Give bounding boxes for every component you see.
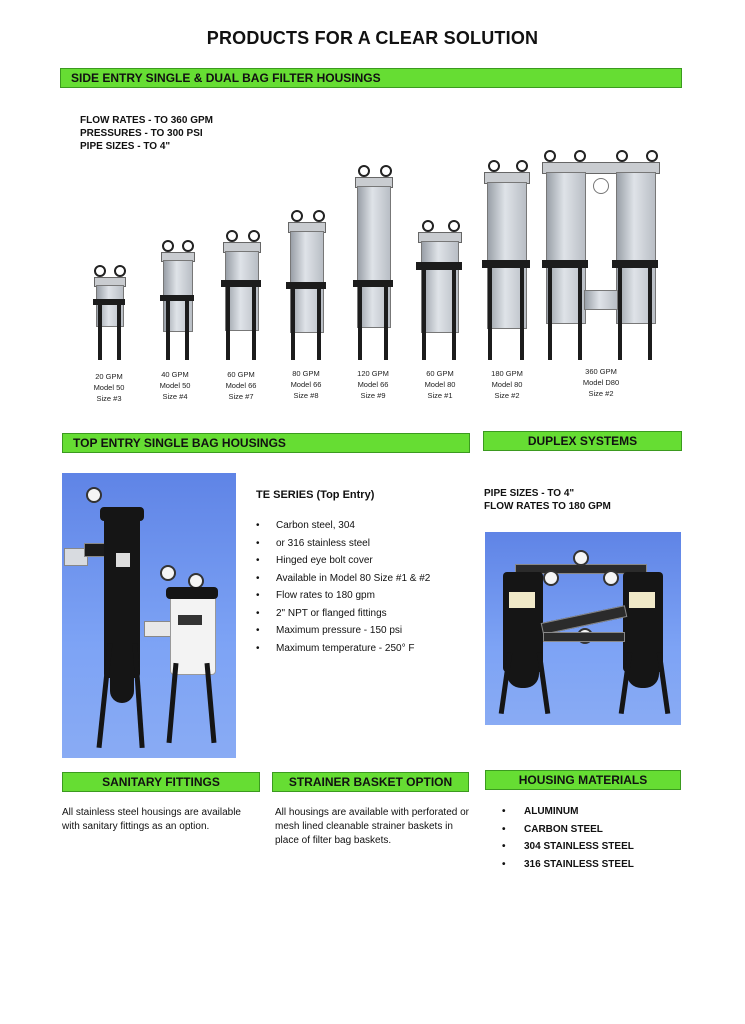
page-title: PRODUCTS FOR A CLEAR SOLUTION [206, 28, 539, 48]
feature-item: • Hinged eye bolt cover [254, 552, 430, 570]
duplex-spec-pipe: PIPE SIZES - TO 4" [484, 488, 575, 499]
model-caption-4: 80 GPM Model 66 Size #8 [290, 369, 322, 400]
model-caption-1: 20 GPM Model 50 Size #3 [93, 372, 125, 403]
side-entry-specs [80, 114, 213, 153]
strainer-header: STRAINER BASKET OPTION [272, 772, 469, 792]
te-series-title: TE SERIES (Top Entry) [256, 489, 375, 501]
material-item: • ALUMINUM [500, 803, 634, 821]
side-entry-header: SIDE ENTRY SINGLE & DUAL BAG FILTER HOUSINGS [60, 68, 682, 88]
feature-item: • Available in Model 80 Size #1 & #2 [254, 570, 430, 588]
duplex-spec-flow: FLOW RATES TO 180 GPM [484, 501, 611, 512]
material-item: • CARBON STEEL [500, 821, 634, 839]
model-caption-8: 360 GPM Model D80 Size #2 [582, 367, 620, 398]
housing-image-7 [482, 160, 532, 360]
housing-image-1 [90, 265, 130, 360]
feature-item: • Carbon steel, 304 [254, 517, 430, 535]
housing-image-4 [285, 210, 329, 360]
materials-header: HOUSING MATERIALS [485, 770, 681, 790]
feature-item: • Flow rates to 180 gpm [254, 587, 430, 605]
te-features-list [254, 517, 430, 657]
spec-pressures: PRESSURES - TO 300 PSI [80, 128, 203, 139]
sanitary-header: SANITARY FITTINGS [62, 772, 260, 792]
top-entry-header: TOP ENTRY SINGLE BAG HOUSINGS [62, 433, 470, 453]
model-caption-7: 180 GPM Model 80 Size #2 [491, 369, 523, 400]
materials-list [500, 803, 634, 873]
material-item: • 304 STAINLESS STEEL [500, 838, 634, 856]
housing-image-8 [542, 150, 660, 360]
strainer-text: All housings are available with perforated or mesh lined cleanable strainer baskets in place of filter bag baskets. [275, 807, 469, 846]
model-caption-2: 40 GPM Model 50 Size #4 [159, 370, 191, 401]
housing-image-3 [220, 230, 264, 360]
housing-image-6 [416, 220, 464, 360]
model-caption-5: 120 GPM Model 66 Size #9 [357, 369, 389, 400]
model-caption-6: 60 GPM Model 80 Size #1 [424, 369, 456, 400]
feature-item: • 2" NPT or flanged fittings [254, 605, 430, 623]
housing-image-5 [352, 165, 396, 360]
duplex-header: DUPLEX SYSTEMS [483, 431, 682, 451]
spec-flow-rates: FLOW RATES - TO 360 GPM [80, 115, 213, 126]
feature-item: • Maximum temperature - 250° F [254, 640, 430, 658]
material-item: • 316 STAINLESS STEEL [500, 856, 634, 874]
feature-item: • Maximum pressure - 150 psi [254, 622, 430, 640]
housing-image-2 [158, 240, 198, 360]
sanitary-text: All stainless steel housings are available with sanitary fittings as an option. [62, 807, 241, 832]
spec-pipe-sizes: PIPE SIZES - TO 4" [80, 141, 171, 152]
model-caption-3: 60 GPM Model 66 Size #7 [225, 370, 257, 401]
top-entry-photo [62, 473, 236, 758]
duplex-photo [485, 532, 681, 725]
duplex-specs [484, 487, 611, 513]
feature-continuation: • or 316 stainless steel [254, 535, 430, 553]
